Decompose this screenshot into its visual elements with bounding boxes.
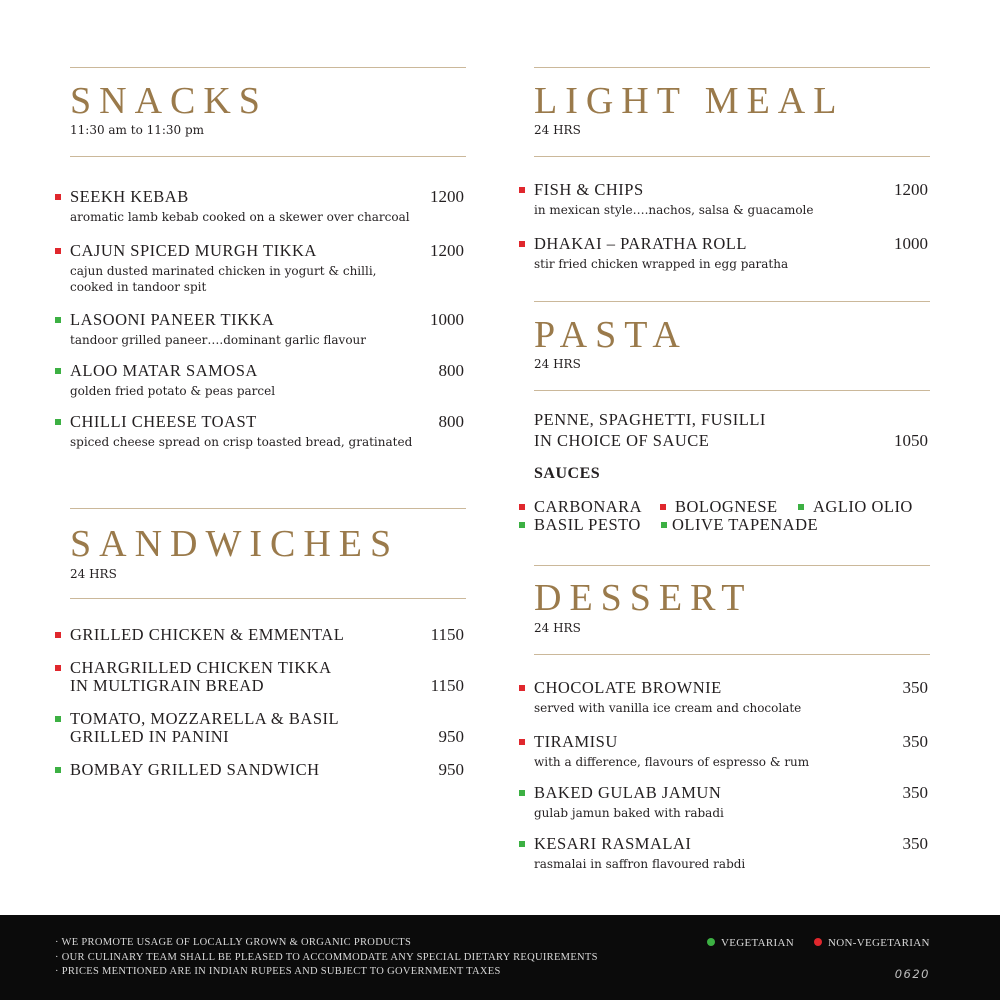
item-price: 350	[902, 834, 928, 853]
item-name: GRILLED CHICKEN & EMMENTAL	[70, 625, 345, 644]
snacks-hours: 11:30 am to 11:30 pm	[70, 123, 205, 137]
non-veg-marker-icon	[519, 739, 525, 745]
item-description: gulab jamun baked with rabadi	[534, 806, 724, 820]
item-name: LASOONI PANEER TIKKA	[70, 310, 275, 329]
veg-marker-icon	[519, 790, 525, 796]
menu-item	[70, 188, 466, 225]
sauces-label: SAUCES	[534, 465, 601, 482]
item-description: with a difference, flavours of espresso & rum	[534, 755, 810, 769]
footer	[0, 915, 1000, 1000]
item-name: TOMATO, MOZZARELLA & BASIL	[70, 709, 340, 728]
item-price: 350	[902, 783, 928, 802]
veg-marker-icon	[798, 504, 804, 510]
menu-item	[70, 761, 466, 779]
legend-non-veg: NON-VEGETARIAN	[814, 937, 930, 949]
sandwiches-title: SANDWICHES	[70, 523, 400, 565]
item-name: SEEKH KEBAB	[70, 187, 189, 206]
menu-item	[534, 784, 930, 821]
veg-marker-icon	[519, 841, 525, 847]
item-name-line2: GRILLED IN PANINI	[70, 727, 230, 746]
sauce-item: BOLOGNESE	[675, 498, 778, 516]
item-description: tandoor grilled paneer….dominant garlic flavour	[70, 333, 367, 347]
item-price: 1000	[894, 234, 928, 253]
veg-marker-icon	[55, 419, 61, 425]
menu-item	[70, 659, 466, 695]
item-description: in mexican style….nachos, salsa & guacamole	[534, 203, 814, 217]
menu-item	[70, 362, 466, 399]
pasta-hours: 24 HRS	[534, 357, 581, 371]
divider	[534, 565, 930, 566]
dessert-title: DESSERT	[534, 577, 753, 619]
divider	[534, 301, 930, 302]
pasta-line1: PENNE, SPAGHETTI, FUSILLI	[534, 410, 766, 429]
item-name-line2: IN MULTIGRAIN BREAD	[70, 676, 265, 695]
item-name: CAJUN SPICED MURGH TIKKA	[70, 241, 317, 260]
item-price: 1200	[430, 241, 464, 260]
menu-item	[70, 710, 466, 746]
non-veg-marker-icon	[660, 504, 666, 510]
veg-marker-icon	[661, 522, 667, 528]
divider	[534, 156, 930, 157]
divider	[534, 67, 930, 68]
veg-dot-icon	[707, 938, 715, 946]
veg-marker-icon	[519, 522, 525, 528]
sauce-item: BASIL PESTO	[534, 516, 641, 534]
divider	[534, 390, 930, 391]
item-price: 950	[438, 760, 464, 779]
item-name: FISH & CHIPS	[534, 180, 644, 199]
non-veg-marker-icon	[55, 248, 61, 254]
veg-marker-icon	[55, 368, 61, 374]
item-description: stir fried chicken wrapped in egg paratha	[534, 257, 789, 271]
pasta-line2: IN CHOICE OF SAUCE	[534, 431, 710, 450]
veg-marker-icon	[55, 317, 61, 323]
menu-code: 0620	[894, 967, 930, 981]
sandwiches-hours: 24 HRS	[70, 567, 117, 581]
item-price: 1200	[430, 187, 464, 206]
item-description: spiced cheese spread on crisp toasted bread, gratinated	[70, 435, 413, 449]
footer-note: · PRICES MENTIONED ARE IN INDIAN RUPEES AND SUBJECT TO GOVERNMENT TAXES	[55, 966, 501, 977]
item-name: BOMBAY GRILLED SANDWICH	[70, 760, 320, 779]
item-name: CHARGRILLED CHICKEN TIKKA	[70, 658, 332, 677]
footer-note: · WE PROMOTE USAGE OF LOCALLY GROWN & ORGANIC PRODUCTS	[55, 937, 412, 948]
veg-marker-icon	[55, 767, 61, 773]
item-price: 1000	[430, 310, 464, 329]
light-meal-title: LIGHT MEAL	[534, 80, 845, 122]
non-veg-marker-icon	[519, 241, 525, 247]
item-name: KESARI RASMALAI	[534, 834, 692, 853]
item-price: 350	[902, 678, 928, 697]
non-veg-marker-icon	[519, 187, 525, 193]
veg-marker-icon	[55, 716, 61, 722]
non-veg-marker-icon	[519, 504, 525, 510]
footer-note: · OUR CULINARY TEAM SHALL BE PLEASED TO ACCOMMODATE ANY SPECIAL DIETARY REQUIREMENTS	[55, 951, 598, 963]
item-description: rasmalai in saffron flavoured rabdi	[534, 857, 746, 871]
item-price: 1150	[430, 676, 464, 695]
item-price: 1150	[430, 625, 464, 644]
menu-item	[534, 181, 930, 218]
item-name: TIRAMISU	[534, 732, 618, 751]
item-price: 350	[902, 732, 928, 751]
menu-item	[70, 242, 466, 295]
non-veg-marker-icon	[55, 665, 61, 671]
item-price: 950	[438, 727, 464, 746]
divider	[70, 67, 466, 68]
item-description: served with vanilla ice cream and chocolate	[534, 701, 802, 715]
dessert-hours: 24 HRS	[534, 621, 581, 635]
pasta-title: PASTA	[534, 314, 688, 356]
divider	[70, 156, 466, 157]
item-description: aromatic lamb kebab cooked on a skewer over charcoal	[70, 210, 410, 224]
non-veg-marker-icon	[519, 685, 525, 691]
sauce-item: AGLIO OLIO	[813, 498, 913, 516]
menu-item	[70, 626, 466, 644]
non-veg-dot-icon	[814, 938, 822, 946]
item-price: 1200	[894, 180, 928, 199]
sauce-item: OLIVE TAPENADE	[672, 516, 818, 534]
item-price: 800	[438, 412, 464, 431]
light-meal-hours: 24 HRS	[534, 123, 581, 137]
item-name: DHAKAI – PARATHA ROLL	[534, 234, 747, 253]
item-name: BAKED GULAB JAMUN	[534, 783, 722, 802]
footer-notes	[55, 936, 598, 980]
legend-veg: VEGETARIAN	[707, 937, 794, 949]
item-name: ALOO MATAR SAMOSA	[70, 361, 258, 380]
item-description: golden fried potato & peas parcel	[70, 384, 276, 398]
non-veg-marker-icon	[55, 632, 61, 638]
menu-item	[70, 311, 466, 348]
pasta-item	[534, 411, 930, 450]
menu-item	[534, 679, 930, 716]
non-veg-marker-icon	[55, 194, 61, 200]
menu-item	[534, 733, 930, 770]
divider	[70, 598, 466, 599]
item-price: 800	[438, 361, 464, 380]
snacks-title: SNACKS	[70, 80, 268, 122]
menu-item	[70, 413, 466, 450]
divider	[534, 654, 930, 655]
pasta-price: 1050	[894, 431, 928, 450]
sauce-item: CARBONARA	[534, 498, 642, 516]
menu-item	[534, 835, 930, 872]
divider	[70, 508, 466, 509]
menu-item	[534, 235, 930, 272]
item-description: cajun dusted marinated chicken in yogurt & chilli, cooked in tandoor spit	[70, 264, 377, 294]
item-name: CHILLI CHEESE TOAST	[70, 412, 257, 431]
item-name: CHOCOLATE BROWNIE	[534, 678, 722, 697]
